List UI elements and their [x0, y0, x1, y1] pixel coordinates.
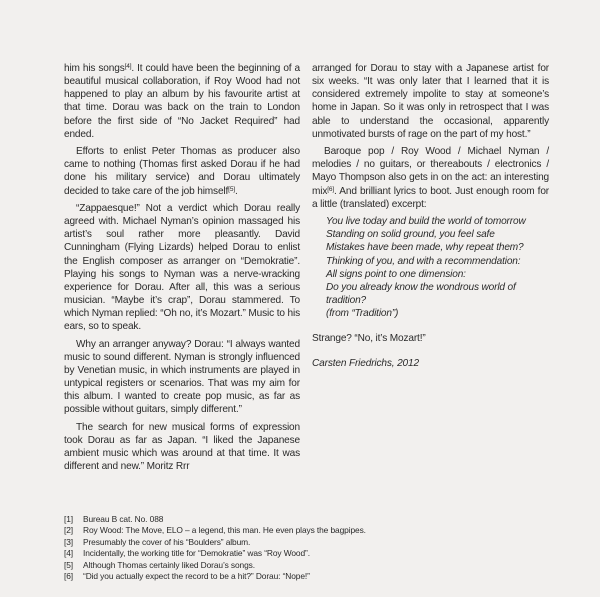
lyric-line: You live today and build the world of tomorrow: [326, 216, 526, 228]
strange-quote: Strange? “No, it’s Mozart!”: [312, 333, 426, 345]
lyric-line: Thinking of you, and with a recommendation:: [326, 255, 521, 267]
footnote-text: Incidentally, the working title for “Demokratie” was “Roy Wood”.: [83, 548, 310, 559]
lyric-line: Mistakes have been made, why repeat them?: [326, 242, 524, 254]
footnote-number: [1]: [64, 514, 74, 524]
paragraph-zappaesque: “Zappaesque!” Not a verdict which Dorau really agreed with. Michael Nyman’s opinion massaged his artist’s soul rather more pleasantly. David Cunningham (Flying Lizards) helped Dorau to enlist the English composer as arranger on “Demokratie”. Playing his songs to Nyman was a nerve-wracking experience for Dorau. After all, this was a serious musician. “Maybe it’s crap”, Dorau stammered. To which Nyman replied: “Oh no, it’s Mozart.” Music to his ears, so to speak.: [64, 202, 300, 333]
footnote-text: Roy Wood: The Move, ELO – a legend, this man. He even plays the bagpipes.: [83, 525, 366, 536]
lyric-source: (from “Tradition”): [326, 308, 399, 320]
footnote-item: [64, 548, 484, 559]
paragraph-roy-wood: [64, 62, 300, 141]
paragraph-text: .: [234, 185, 238, 197]
lyrics-excerpt: [326, 215, 549, 320]
paragraph-text: Baroque pop / Roy Wood / Michael Nyman / melodies / no guitars, or thereabouts / electronics / Mayo Thompson also gets in on the act: an interesting mix: [312, 146, 549, 197]
right-column: [312, 62, 549, 374]
paragraph-peter-thomas: [64, 145, 300, 198]
footnote-text: Presumably the cover of his “Boulders” album.: [83, 536, 251, 547]
paragraph-arranger: Why an arranger anyway? Dorau: “I always wanted music to sound different. Nyman is strongly influenced by Venetian music, in which instruments are played in untypical registers or scenarios. That was my aim for this album. I wanted to create pop music, as far as possible without guitars, simply different.”: [64, 338, 300, 416]
footnote-text: “Did you actually expect the record to be a hit?” Dorau: “Nope!”: [83, 571, 310, 582]
left-column: [64, 62, 300, 478]
author-signature: Carsten Friedrichs, 2012: [312, 357, 419, 369]
footnote-item: [64, 571, 484, 582]
paragraph-baroque-pop: [312, 145, 549, 211]
footnote-item: [64, 525, 484, 536]
footnote-item: [64, 537, 484, 548]
paragraph-text: him his songs: [64, 63, 125, 74]
footnote-number: [5]: [64, 559, 74, 570]
footnote-number: [4]: [64, 548, 74, 559]
footnote-item: [64, 514, 484, 525]
footnote-ref-5: [5]: [228, 185, 235, 193]
paragraph-text: Efforts to enlist Peter Thomas as producer also came to nothing (Thomas first asked Dorau if he had done his military service) and Dorau ultimately decided to take care of the job himself: [64, 146, 300, 197]
paragraph-text: . It could have been the beginning of a beautiful musical collaboration, if Roy Wood had not happened to play an album by his favourite artist at that time. Dorau was back on the train to London before the first side of “No Jacket Required” had ended.: [64, 63, 300, 140]
paragraph-japanese-artist: arranged for Dorau to stay with a Japanese artist for six weeks. “It was only later that I learned that it is considered extremely impolite to stay at someone’s home in Japan. So it was only in retrospect that I was able to understand the occasional, apparently unmotivated bursts of rage on the part of my host.”: [312, 63, 549, 140]
footnotes: [64, 514, 484, 582]
footnote-text: Although Thomas certainly liked Dorau’s songs.: [83, 559, 255, 570]
footnote-number: [2]: [64, 525, 74, 536]
footnote-item: [64, 560, 484, 571]
footnote-number: [3]: [64, 536, 74, 547]
lyric-line: Standing on solid ground, you feel safe: [326, 229, 495, 241]
lyric-line: All signs point to one dimension:: [326, 268, 466, 280]
lyric-line: Do you already know the wondrous world of tradition?: [326, 281, 516, 307]
paragraph-text: . And brilliant lyrics to boot. Just enough room for a little (translated) excerpt:: [312, 185, 549, 210]
footnote-ref-6: [6]: [327, 185, 335, 193]
paragraph-japan: The search for new musical forms of expression took Dorau as far as Japan. “I liked the Japanese ambient music which was around at that time. It was different and new.” Moritz Rrr: [64, 421, 300, 473]
footnote-ref-4: [4]: [124, 63, 132, 70]
footnote-text: Bureau B cat. No. 088: [83, 514, 164, 524]
footnote-number: [6]: [64, 571, 74, 582]
